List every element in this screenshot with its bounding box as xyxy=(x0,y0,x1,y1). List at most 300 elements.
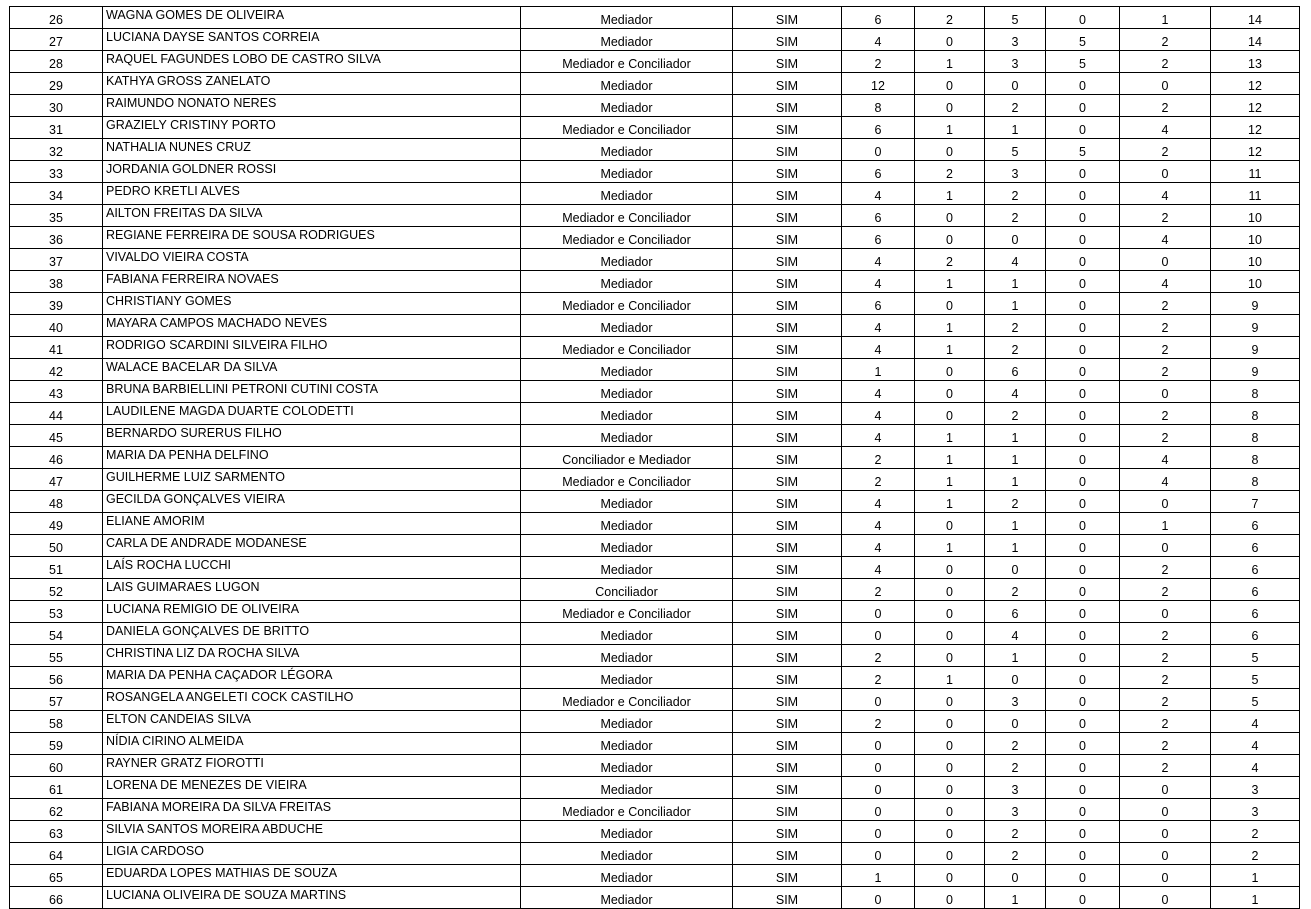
cell-role: Mediador xyxy=(521,777,733,799)
cell-role: Mediador xyxy=(521,711,733,733)
cell-name: ELIANE AMORIM xyxy=(103,513,521,535)
cell-count-e: 2 xyxy=(1120,733,1211,755)
cell-count-d: 0 xyxy=(1046,7,1120,29)
cell-total: 6 xyxy=(1211,623,1300,645)
cell-count-e: 0 xyxy=(1120,865,1211,887)
cell-count-d: 0 xyxy=(1046,249,1120,271)
cell-total: 6 xyxy=(1211,579,1300,601)
cell-count-e: 2 xyxy=(1120,337,1211,359)
cell-role: Mediador xyxy=(521,381,733,403)
table-row xyxy=(10,359,1300,381)
cell-count-b: 1 xyxy=(915,271,985,293)
cell-count-a: 6 xyxy=(842,161,915,183)
cell-row-number: 50 xyxy=(10,535,103,557)
cell-count-a: 2 xyxy=(842,645,915,667)
cell-role: Mediador xyxy=(521,513,733,535)
table-row xyxy=(10,337,1300,359)
cell-name: BERNARDO SURERUS FILHO xyxy=(103,425,521,447)
cell-row-number: 49 xyxy=(10,513,103,535)
cell-count-c: 4 xyxy=(985,249,1046,271)
cell-role: Mediador xyxy=(521,843,733,865)
cell-total: 1 xyxy=(1211,887,1300,909)
cell-role: Mediador xyxy=(521,161,733,183)
cell-count-c: 6 xyxy=(985,601,1046,623)
cell-role: Mediador xyxy=(521,667,733,689)
cell-name: RAIMUNDO NONATO NERES xyxy=(103,95,521,117)
table-row xyxy=(10,469,1300,491)
cell-role: Mediador xyxy=(521,7,733,29)
cell-total: 6 xyxy=(1211,513,1300,535)
cell-count-b: 2 xyxy=(915,161,985,183)
cell-total: 1 xyxy=(1211,865,1300,887)
table-row xyxy=(10,29,1300,51)
cell-count-e: 2 xyxy=(1120,51,1211,73)
cell-total: 5 xyxy=(1211,667,1300,689)
cell-total: 8 xyxy=(1211,403,1300,425)
cell-active: SIM xyxy=(733,535,842,557)
cell-count-e: 0 xyxy=(1120,491,1211,513)
table-row xyxy=(10,513,1300,535)
cell-role: Mediador xyxy=(521,491,733,513)
cell-active: SIM xyxy=(733,139,842,161)
cell-active: SIM xyxy=(733,271,842,293)
cell-name: LUCIANA OLIVEIRA DE SOUZA MARTINS xyxy=(103,887,521,909)
cell-count-b: 0 xyxy=(915,777,985,799)
cell-count-a: 0 xyxy=(842,887,915,909)
cell-count-a: 6 xyxy=(842,293,915,315)
cell-count-b: 0 xyxy=(915,139,985,161)
cell-count-d: 0 xyxy=(1046,161,1120,183)
cell-count-b: 1 xyxy=(915,447,985,469)
table-row xyxy=(10,117,1300,139)
cell-total: 12 xyxy=(1211,95,1300,117)
cell-count-c: 2 xyxy=(985,755,1046,777)
cell-name: MARIA DA PENHA CAÇADOR LÉGORA xyxy=(103,667,521,689)
cell-name: RAQUEL FAGUNDES LOBO DE CASTRO SILVA xyxy=(103,51,521,73)
cell-count-b: 1 xyxy=(915,491,985,513)
cell-active: SIM xyxy=(733,51,842,73)
cell-active: SIM xyxy=(733,7,842,29)
cell-count-e: 4 xyxy=(1120,183,1211,205)
cell-count-a: 0 xyxy=(842,733,915,755)
cell-count-b: 0 xyxy=(915,29,985,51)
cell-role: Mediador xyxy=(521,535,733,557)
cell-count-d: 0 xyxy=(1046,359,1120,381)
cell-active: SIM xyxy=(733,777,842,799)
cell-count-c: 1 xyxy=(985,117,1046,139)
cell-count-b: 1 xyxy=(915,535,985,557)
cell-name: LIGIA CARDOSO xyxy=(103,843,521,865)
cell-count-e: 2 xyxy=(1120,293,1211,315)
cell-active: SIM xyxy=(733,755,842,777)
cell-total: 9 xyxy=(1211,359,1300,381)
cell-count-b: 0 xyxy=(915,359,985,381)
cell-name: RAYNER GRATZ FIOROTTI xyxy=(103,755,521,777)
cell-count-d: 5 xyxy=(1046,29,1120,51)
cell-active: SIM xyxy=(733,381,842,403)
cell-count-e: 4 xyxy=(1120,271,1211,293)
cell-count-e: 2 xyxy=(1120,29,1211,51)
cell-count-e: 0 xyxy=(1120,887,1211,909)
cell-count-b: 0 xyxy=(915,73,985,95)
cell-row-number: 65 xyxy=(10,865,103,887)
cell-total: 5 xyxy=(1211,645,1300,667)
cell-total: 14 xyxy=(1211,7,1300,29)
cell-count-c: 3 xyxy=(985,51,1046,73)
cell-count-a: 4 xyxy=(842,557,915,579)
cell-total: 9 xyxy=(1211,337,1300,359)
cell-role: Mediador xyxy=(521,645,733,667)
cell-row-number: 58 xyxy=(10,711,103,733)
table-row xyxy=(10,315,1300,337)
cell-count-a: 4 xyxy=(842,29,915,51)
cell-count-d: 0 xyxy=(1046,645,1120,667)
cell-count-e: 0 xyxy=(1120,161,1211,183)
cell-active: SIM xyxy=(733,491,842,513)
cell-count-a: 6 xyxy=(842,205,915,227)
cell-count-c: 0 xyxy=(985,667,1046,689)
cell-row-number: 31 xyxy=(10,117,103,139)
table-row xyxy=(10,689,1300,711)
cell-active: SIM xyxy=(733,447,842,469)
cell-count-b: 0 xyxy=(915,887,985,909)
cell-name: LUCIANA DAYSE SANTOS CORREIA xyxy=(103,29,521,51)
cell-count-a: 4 xyxy=(842,249,915,271)
cell-count-d: 0 xyxy=(1046,447,1120,469)
cell-name: NATHALIA NUNES CRUZ xyxy=(103,139,521,161)
cell-count-b: 0 xyxy=(915,645,985,667)
cell-count-e: 2 xyxy=(1120,689,1211,711)
cell-row-number: 63 xyxy=(10,821,103,843)
cell-count-e: 4 xyxy=(1120,469,1211,491)
cell-row-number: 52 xyxy=(10,579,103,601)
cell-count-d: 0 xyxy=(1046,601,1120,623)
cell-total: 12 xyxy=(1211,73,1300,95)
cell-name: WAGNA GOMES DE OLIVEIRA xyxy=(103,7,521,29)
cell-active: SIM xyxy=(733,513,842,535)
cell-count-d: 0 xyxy=(1046,271,1120,293)
cell-count-a: 4 xyxy=(842,315,915,337)
cell-row-number: 28 xyxy=(10,51,103,73)
cell-active: SIM xyxy=(733,315,842,337)
cell-count-c: 2 xyxy=(985,733,1046,755)
cell-count-b: 0 xyxy=(915,513,985,535)
table-row xyxy=(10,645,1300,667)
cell-row-number: 33 xyxy=(10,161,103,183)
cell-role: Mediador xyxy=(521,557,733,579)
cell-count-b: 0 xyxy=(915,755,985,777)
cell-count-a: 0 xyxy=(842,139,915,161)
cell-count-d: 0 xyxy=(1046,381,1120,403)
cell-row-number: 55 xyxy=(10,645,103,667)
cell-count-a: 4 xyxy=(842,425,915,447)
cell-total: 4 xyxy=(1211,733,1300,755)
cell-count-d: 0 xyxy=(1046,579,1120,601)
table-row xyxy=(10,381,1300,403)
cell-total: 2 xyxy=(1211,821,1300,843)
cell-count-e: 2 xyxy=(1120,667,1211,689)
cell-active: SIM xyxy=(733,161,842,183)
cell-row-number: 29 xyxy=(10,73,103,95)
cell-total: 10 xyxy=(1211,227,1300,249)
cell-count-d: 0 xyxy=(1046,117,1120,139)
cell-count-d: 0 xyxy=(1046,689,1120,711)
cell-row-number: 36 xyxy=(10,227,103,249)
cell-count-c: 2 xyxy=(985,337,1046,359)
cell-name: JORDANIA GOLDNER ROSSI xyxy=(103,161,521,183)
cell-count-e: 2 xyxy=(1120,205,1211,227)
cell-count-c: 1 xyxy=(985,887,1046,909)
cell-count-c: 2 xyxy=(985,821,1046,843)
cell-count-b: 0 xyxy=(915,821,985,843)
cell-count-b: 1 xyxy=(915,51,985,73)
cell-count-d: 0 xyxy=(1046,535,1120,557)
cell-name: DANIELA GONÇALVES DE BRITTO xyxy=(103,623,521,645)
cell-count-a: 0 xyxy=(842,601,915,623)
cell-count-a: 0 xyxy=(842,821,915,843)
cell-count-b: 0 xyxy=(915,403,985,425)
cell-row-number: 42 xyxy=(10,359,103,381)
cell-count-e: 4 xyxy=(1120,227,1211,249)
cell-active: SIM xyxy=(733,425,842,447)
cell-row-number: 44 xyxy=(10,403,103,425)
cell-row-number: 60 xyxy=(10,755,103,777)
cell-role: Mediador e Conciliador xyxy=(521,337,733,359)
cell-name: CHRISTINA LIZ DA ROCHA SILVA xyxy=(103,645,521,667)
cell-name: RODRIGO SCARDINI SILVEIRA FILHO xyxy=(103,337,521,359)
table-row xyxy=(10,887,1300,909)
table-row xyxy=(10,777,1300,799)
cell-count-c: 1 xyxy=(985,645,1046,667)
cell-count-a: 12 xyxy=(842,73,915,95)
cell-row-number: 35 xyxy=(10,205,103,227)
cell-total: 9 xyxy=(1211,315,1300,337)
cell-row-number: 51 xyxy=(10,557,103,579)
cell-count-a: 2 xyxy=(842,447,915,469)
cell-count-e: 0 xyxy=(1120,601,1211,623)
cell-active: SIM xyxy=(733,601,842,623)
cell-total: 12 xyxy=(1211,139,1300,161)
cell-total: 12 xyxy=(1211,117,1300,139)
cell-count-a: 4 xyxy=(842,381,915,403)
cell-role: Mediador xyxy=(521,315,733,337)
cell-count-b: 0 xyxy=(915,557,985,579)
cell-count-a: 0 xyxy=(842,843,915,865)
cell-count-d: 0 xyxy=(1046,293,1120,315)
cell-count-c: 2 xyxy=(985,403,1046,425)
cell-active: SIM xyxy=(733,293,842,315)
cell-row-number: 54 xyxy=(10,623,103,645)
cell-row-number: 43 xyxy=(10,381,103,403)
cell-count-a: 2 xyxy=(842,667,915,689)
cell-count-a: 4 xyxy=(842,271,915,293)
cell-active: SIM xyxy=(733,337,842,359)
cell-name: GUILHERME LUIZ SARMENTO xyxy=(103,469,521,491)
cell-count-c: 0 xyxy=(985,227,1046,249)
cell-role: Mediador e Conciliador xyxy=(521,117,733,139)
table-row xyxy=(10,799,1300,821)
cell-row-number: 32 xyxy=(10,139,103,161)
cell-count-c: 1 xyxy=(985,447,1046,469)
cell-active: SIM xyxy=(733,469,842,491)
table-row xyxy=(10,249,1300,271)
cell-count-d: 5 xyxy=(1046,139,1120,161)
cell-count-a: 0 xyxy=(842,689,915,711)
cell-total: 14 xyxy=(1211,29,1300,51)
table-row xyxy=(10,733,1300,755)
cell-role: Mediador e Conciliador xyxy=(521,205,733,227)
table-row xyxy=(10,579,1300,601)
cell-row-number: 39 xyxy=(10,293,103,315)
cell-total: 6 xyxy=(1211,601,1300,623)
cell-count-c: 4 xyxy=(985,381,1046,403)
cell-count-b: 1 xyxy=(915,117,985,139)
cell-name: MAYARA CAMPOS MACHADO NEVES xyxy=(103,315,521,337)
cell-role: Mediador xyxy=(521,139,733,161)
cell-count-b: 0 xyxy=(915,623,985,645)
cell-count-a: 4 xyxy=(842,535,915,557)
cell-count-e: 0 xyxy=(1120,381,1211,403)
cell-count-c: 3 xyxy=(985,799,1046,821)
cell-count-b: 0 xyxy=(915,579,985,601)
cell-count-c: 2 xyxy=(985,315,1046,337)
cell-count-a: 6 xyxy=(842,117,915,139)
cell-role: Mediador e Conciliador xyxy=(521,601,733,623)
table-row xyxy=(10,667,1300,689)
table-row xyxy=(10,711,1300,733)
cell-count-a: 8 xyxy=(842,95,915,117)
cell-total: 8 xyxy=(1211,469,1300,491)
cell-row-number: 48 xyxy=(10,491,103,513)
cell-active: SIM xyxy=(733,799,842,821)
cell-count-e: 0 xyxy=(1120,843,1211,865)
cell-name: SILVIA SANTOS MOREIRA ABDUCHE xyxy=(103,821,521,843)
table-row xyxy=(10,447,1300,469)
table-row xyxy=(10,425,1300,447)
cell-count-c: 2 xyxy=(985,843,1046,865)
table-row xyxy=(10,755,1300,777)
cell-total: 8 xyxy=(1211,447,1300,469)
cell-total: 5 xyxy=(1211,689,1300,711)
cell-count-e: 2 xyxy=(1120,139,1211,161)
cell-active: SIM xyxy=(733,359,842,381)
cell-count-e: 4 xyxy=(1120,117,1211,139)
cell-count-e: 4 xyxy=(1120,447,1211,469)
cell-count-b: 0 xyxy=(915,733,985,755)
cell-total: 3 xyxy=(1211,777,1300,799)
cell-role: Mediador xyxy=(521,821,733,843)
cell-count-a: 0 xyxy=(842,755,915,777)
cell-name: LAÍS ROCHA LUCCHI xyxy=(103,557,521,579)
cell-count-c: 3 xyxy=(985,161,1046,183)
cell-count-d: 0 xyxy=(1046,865,1120,887)
table-row xyxy=(10,843,1300,865)
table-row xyxy=(10,271,1300,293)
cell-count-a: 4 xyxy=(842,183,915,205)
cell-count-c: 2 xyxy=(985,95,1046,117)
cell-active: SIM xyxy=(733,865,842,887)
table-body xyxy=(10,7,1300,909)
cell-total: 2 xyxy=(1211,843,1300,865)
cell-total: 10 xyxy=(1211,205,1300,227)
cell-total: 11 xyxy=(1211,161,1300,183)
cell-name: FABIANA FERREIRA NOVAES xyxy=(103,271,521,293)
cell-name: NÍDIA CIRINO ALMEIDA xyxy=(103,733,521,755)
cell-count-b: 0 xyxy=(915,865,985,887)
cell-name: MARIA DA PENHA DELFINO xyxy=(103,447,521,469)
cell-count-c: 1 xyxy=(985,293,1046,315)
cell-count-c: 0 xyxy=(985,73,1046,95)
cell-name: GRAZIELY CRISTINY PORTO xyxy=(103,117,521,139)
cell-count-c: 2 xyxy=(985,205,1046,227)
cell-role: Mediador xyxy=(521,29,733,51)
cell-count-a: 1 xyxy=(842,359,915,381)
cell-count-e: 2 xyxy=(1120,645,1211,667)
cell-count-c: 1 xyxy=(985,513,1046,535)
cell-count-c: 3 xyxy=(985,777,1046,799)
cell-count-e: 2 xyxy=(1120,711,1211,733)
cell-total: 10 xyxy=(1211,271,1300,293)
cell-count-d: 0 xyxy=(1046,183,1120,205)
cell-row-number: 64 xyxy=(10,843,103,865)
cell-row-number: 38 xyxy=(10,271,103,293)
cell-name: LAUDILENE MAGDA DUARTE COLODETTI xyxy=(103,403,521,425)
cell-role: Mediador e Conciliador xyxy=(521,293,733,315)
cell-row-number: 41 xyxy=(10,337,103,359)
table-row xyxy=(10,535,1300,557)
cell-count-b: 0 xyxy=(915,799,985,821)
table-row xyxy=(10,865,1300,887)
cell-total: 8 xyxy=(1211,381,1300,403)
cell-count-e: 2 xyxy=(1120,623,1211,645)
cell-count-c: 5 xyxy=(985,7,1046,29)
table-row xyxy=(10,51,1300,73)
cell-role: Mediador e Conciliador xyxy=(521,51,733,73)
cell-count-e: 2 xyxy=(1120,359,1211,381)
cell-name: LORENA DE MENEZES DE VIEIRA xyxy=(103,777,521,799)
cell-role: Mediador xyxy=(521,359,733,381)
cell-active: SIM xyxy=(733,821,842,843)
cell-count-c: 0 xyxy=(985,711,1046,733)
table-row xyxy=(10,623,1300,645)
cell-count-d: 0 xyxy=(1046,337,1120,359)
cell-role: Mediador xyxy=(521,403,733,425)
cell-count-e: 0 xyxy=(1120,799,1211,821)
cell-count-a: 2 xyxy=(842,51,915,73)
cell-active: SIM xyxy=(733,205,842,227)
cell-role: Mediador xyxy=(521,865,733,887)
cell-name: ELTON CANDEIAS SILVA xyxy=(103,711,521,733)
cell-active: SIM xyxy=(733,117,842,139)
cell-count-b: 0 xyxy=(915,293,985,315)
cell-count-e: 2 xyxy=(1120,425,1211,447)
cell-count-e: 2 xyxy=(1120,315,1211,337)
cell-count-e: 2 xyxy=(1120,403,1211,425)
cell-role: Conciliador e Mediador xyxy=(521,447,733,469)
cell-row-number: 30 xyxy=(10,95,103,117)
cell-active: SIM xyxy=(733,227,842,249)
cell-role: Mediador xyxy=(521,623,733,645)
cell-count-a: 2 xyxy=(842,711,915,733)
cell-role: Conciliador xyxy=(521,579,733,601)
table-row xyxy=(10,7,1300,29)
cell-count-b: 0 xyxy=(915,227,985,249)
cell-row-number: 27 xyxy=(10,29,103,51)
cell-active: SIM xyxy=(733,623,842,645)
cell-name: CARLA DE ANDRADE MODANESE xyxy=(103,535,521,557)
cell-count-a: 1 xyxy=(842,865,915,887)
cell-total: 3 xyxy=(1211,799,1300,821)
